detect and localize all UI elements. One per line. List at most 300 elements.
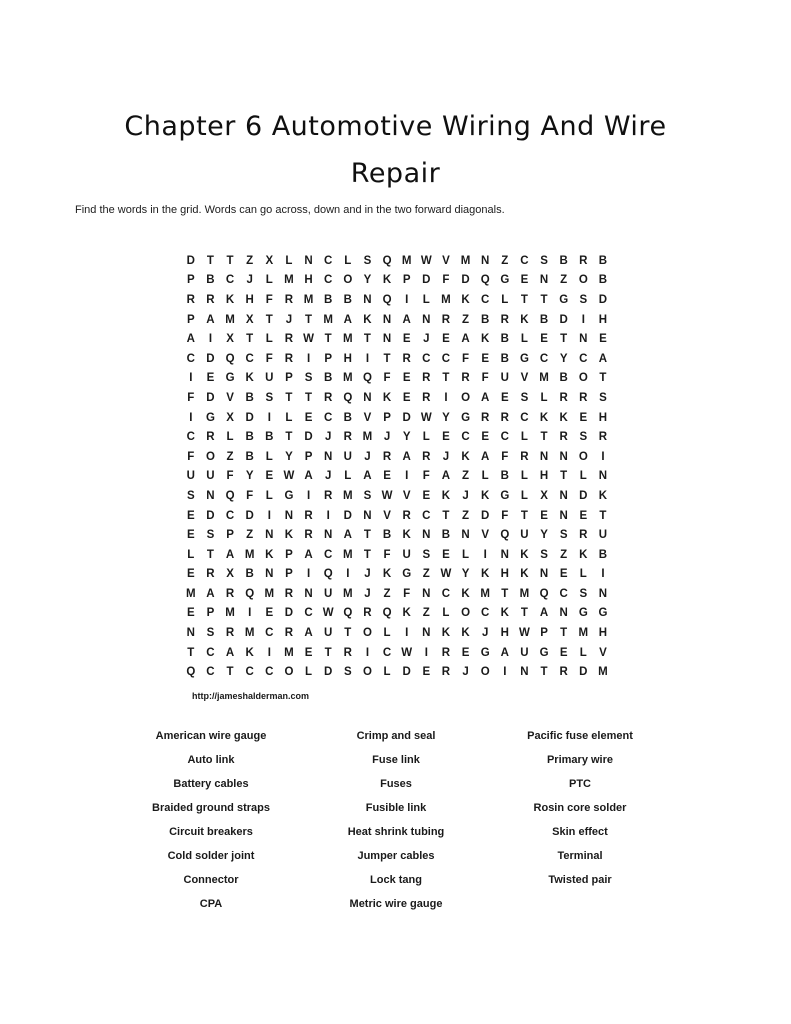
grid-letter: U (324, 587, 333, 600)
grid-letter: Z (246, 254, 254, 267)
grid-letter: T (560, 333, 568, 346)
grid-letter: V (402, 489, 411, 502)
grid-letter: S (579, 587, 588, 600)
grid-letter: Q (382, 254, 392, 267)
grid-letter: M (362, 431, 373, 444)
grid-letter: Z (560, 274, 568, 287)
grid-letter: H (304, 274, 313, 287)
grid-letter: A (225, 646, 235, 659)
grid-letter: J (324, 470, 332, 483)
grid-letter: W (440, 568, 452, 581)
grid-letter: E (186, 509, 195, 522)
grid-letter: I (306, 352, 311, 365)
grid-letter: N (422, 627, 431, 640)
grid-letter: B (539, 313, 549, 326)
grid-letter: D (304, 431, 313, 444)
grid-letter: N (559, 509, 568, 522)
grid-letter: A (500, 646, 509, 659)
grid-letter: L (442, 607, 450, 620)
grid-letter: K (382, 568, 392, 581)
grid-letter: K (461, 450, 470, 463)
grid-letter: L (579, 646, 587, 659)
grid-letter: S (520, 391, 529, 404)
grid-letter: K (520, 313, 529, 326)
grid-letter: J (481, 627, 489, 640)
grid-letter: D (402, 411, 411, 424)
grid-letter: K (441, 627, 451, 640)
grid-letter: M (460, 254, 471, 267)
grid-letter: A (539, 607, 549, 620)
grid-letter: B (598, 548, 608, 561)
grid-letter: K (481, 489, 490, 502)
grid-letter: I (444, 391, 448, 404)
grid-letter: C (382, 646, 392, 659)
word-list-item: Terminal (557, 850, 603, 862)
grid-letter: G (205, 411, 215, 424)
grid-letter: L (305, 666, 313, 679)
grid-letter: E (186, 607, 195, 620)
grid-letter: N (324, 450, 333, 463)
grid-letter: R (284, 587, 294, 600)
grid-letter: L (501, 293, 509, 306)
grid-letter: C (481, 293, 490, 306)
grid-letter: T (305, 391, 313, 404)
grid-letter: K (559, 411, 568, 424)
grid-letter: E (579, 411, 588, 424)
grid-letter: P (324, 352, 333, 365)
word-list-item: Fuse link (372, 754, 420, 766)
grid-letter: C (304, 607, 313, 620)
grid-letter: E (442, 333, 450, 346)
grid-letter: B (343, 411, 352, 424)
grid-letter: T (226, 666, 234, 679)
grid-letter: K (265, 548, 274, 561)
grid-letter: U (206, 470, 215, 483)
grid-letter: U (343, 450, 352, 463)
grid-letter: T (305, 313, 313, 326)
grid-letter: F (265, 293, 273, 306)
grid-letter: V (442, 254, 450, 267)
grid-letter: T (363, 548, 371, 561)
grid-letter: J (462, 666, 469, 679)
grid-letter: V (363, 411, 372, 424)
grid-letter: H (598, 411, 608, 424)
grid-letter: W (322, 607, 334, 620)
word-list-item: Jumper cables (357, 850, 435, 862)
grid-letter: W (303, 333, 314, 346)
grid-letter: F (246, 489, 254, 502)
grid-letter: E (540, 509, 548, 522)
grid-letter: F (501, 509, 509, 522)
grid-letter: C (324, 548, 333, 561)
grid-letter: D (402, 666, 411, 679)
grid-letter: N (559, 450, 568, 463)
grid-letter: A (225, 548, 235, 561)
grid-letter: T (206, 254, 214, 267)
grid-letter: W (519, 627, 530, 640)
grid-letter: X (226, 333, 234, 346)
grid-letter: Z (462, 470, 470, 483)
grid-letter: Y (245, 470, 254, 483)
grid-letter: A (343, 313, 352, 326)
grid-letter: G (539, 646, 549, 659)
grid-letter: M (323, 313, 333, 326)
grid-letter: H (500, 627, 509, 640)
grid-letter: K (500, 607, 509, 620)
grid-letter: E (461, 646, 470, 659)
grid-letter: T (501, 587, 509, 600)
word-list-column-1 (126, 724, 296, 916)
grid-letter: M (343, 548, 353, 561)
grid-letter: O (205, 450, 215, 463)
grid-letter: A (206, 587, 215, 600)
word-list-item: Rosin core solder (533, 802, 627, 814)
grid-letter: V (481, 529, 490, 542)
grid-letter: Y (461, 568, 470, 581)
grid-letter: O (461, 607, 471, 620)
grid-letter: T (285, 431, 293, 444)
grid-letter: E (402, 391, 411, 404)
grid-letter: E (442, 548, 450, 561)
grid-letter: O (578, 274, 588, 287)
grid-letter: Q (186, 666, 196, 679)
grid-letter: C (324, 254, 333, 267)
grid-letter: J (246, 274, 253, 287)
grid-letter: Q (382, 293, 392, 306)
grid-letter: T (442, 509, 450, 522)
grid-letter: P (226, 529, 234, 542)
grid-letter: C (186, 431, 195, 444)
grid-letter: R (324, 391, 333, 404)
grid-letter: J (285, 313, 293, 326)
grid-letter: S (363, 489, 372, 502)
grid-letter: V (520, 372, 529, 385)
grid-letter: M (480, 587, 490, 600)
grid-letter: J (442, 450, 450, 463)
grid-letter: T (363, 529, 371, 542)
grid-letter: P (285, 548, 293, 561)
grid-letter: L (422, 431, 430, 444)
grid-letter: M (244, 627, 255, 640)
grid-letter: L (265, 274, 273, 287)
grid-letter: M (225, 607, 235, 620)
grid-letter: Q (343, 391, 353, 404)
grid-letter: Z (560, 548, 568, 561)
grid-letter: S (304, 372, 313, 385)
grid-letter: I (503, 666, 507, 679)
grid-letter: R (284, 333, 294, 346)
grid-letter: Q (382, 607, 392, 620)
grid-letter: K (245, 372, 254, 385)
grid-letter: X (540, 489, 548, 502)
grid-letter: K (402, 529, 411, 542)
grid-letter: I (483, 548, 487, 561)
grid-letter: L (265, 333, 273, 346)
grid-letter: U (265, 372, 274, 385)
grid-letter: R (382, 450, 392, 463)
grid-letter: C (579, 352, 588, 365)
grid-letter: M (343, 372, 353, 385)
grid-letter: B (324, 293, 333, 306)
grid-letter: B (559, 254, 568, 267)
grid-letter: K (402, 607, 411, 620)
grid-letter: W (283, 470, 295, 483)
grid-letter: P (402, 274, 411, 287)
grid-letter: R (284, 293, 294, 306)
word-list-item: Pacific fuse element (527, 730, 633, 742)
grid-letter: M (578, 627, 589, 640)
grid-letter: S (206, 627, 215, 640)
grid-letter: D (284, 607, 294, 620)
grid-letter: P (304, 450, 313, 463)
grid-letter: G (559, 293, 569, 306)
word-list-item: Skin effect (552, 826, 608, 838)
grid-letter: J (364, 568, 371, 581)
grid-letter: S (363, 254, 372, 267)
grid-letter: N (598, 587, 608, 600)
grid-letter: R (284, 352, 294, 365)
grid-letter: N (539, 274, 549, 287)
grid-letter: M (343, 333, 353, 346)
word-list-item: Lock tang (370, 874, 422, 886)
grid-letter: Z (246, 529, 254, 542)
grid-letter: F (187, 391, 195, 404)
grid-letter: K (520, 548, 529, 561)
grid-letter: N (382, 313, 392, 326)
grid-letter: R (559, 431, 568, 444)
word-list-item: Braided ground straps (152, 802, 270, 814)
grid-letter: P (206, 607, 215, 620)
grid-letter: R (422, 391, 431, 404)
grid-letter: R (500, 313, 509, 326)
grid-letter: T (540, 293, 548, 306)
grid-letter: L (187, 548, 195, 561)
grid-letter: D (579, 666, 588, 679)
grid-letter: I (405, 470, 409, 483)
grid-letter: X (265, 254, 274, 267)
grid-letter: D (206, 509, 215, 522)
grid-letter: H (245, 293, 254, 306)
grid-letter: M (343, 587, 353, 600)
grid-letter: B (500, 333, 509, 346)
grid-letter: B (245, 391, 254, 404)
grid-letter: N (186, 627, 195, 640)
grid-letter: T (520, 293, 528, 306)
grid-letter: S (579, 293, 588, 306)
grid-letter: Q (500, 529, 510, 542)
grid-letter: N (284, 509, 294, 522)
grid-letter: O (480, 666, 490, 679)
grid-letter: G (598, 607, 608, 620)
grid-letter: C (520, 411, 529, 424)
grid-letter: I (405, 293, 409, 306)
grid-letter: N (539, 450, 549, 463)
grid-letter: M (284, 646, 294, 659)
grid-letter: U (598, 529, 608, 542)
grid-letter: N (304, 254, 313, 267)
grid-letter: L (344, 254, 352, 267)
grid-letter: D (579, 489, 588, 502)
grid-letter: R (579, 391, 588, 404)
grid-letter: N (265, 529, 274, 542)
grid-letter: D (186, 254, 195, 267)
grid-letter: B (245, 568, 254, 581)
grid-letter: A (481, 450, 490, 463)
grid-letter: B (245, 450, 254, 463)
grid-letter: Q (225, 489, 235, 502)
grid-letter: R (500, 411, 509, 424)
grid-letter: Q (343, 607, 353, 620)
grid-letter: N (265, 568, 274, 581)
grid-letter: T (265, 313, 273, 326)
grid-letter: Y (285, 450, 293, 463)
grid-letter: Y (402, 431, 411, 444)
grid-letter: N (324, 529, 333, 542)
grid-letter: L (579, 568, 587, 581)
grid-letter: D (245, 509, 254, 522)
word-list-item: Cold solder joint (167, 850, 255, 862)
grid-letter: B (245, 431, 254, 444)
grid-letter: F (481, 372, 489, 385)
grid-letter: I (326, 509, 330, 522)
grid-letter: M (225, 313, 235, 326)
grid-letter: Q (362, 372, 372, 385)
grid-letter: E (559, 646, 568, 659)
grid-letter: K (461, 293, 470, 306)
grid-letter: J (364, 587, 371, 600)
grid-letter: B (500, 470, 509, 483)
grid-letter: D (206, 391, 215, 404)
grid-letter: N (520, 666, 529, 679)
grid-letter: E (265, 607, 274, 620)
grid-letter: A (402, 313, 411, 326)
grid-letter: K (245, 646, 254, 659)
grid-letter: B (481, 313, 490, 326)
grid-letter: N (481, 254, 490, 267)
grid-letter: J (383, 431, 391, 444)
grid-letter: R (284, 627, 294, 640)
grid-letter: G (284, 489, 294, 502)
grid-letter: N (422, 529, 431, 542)
grid-letter: L (265, 450, 273, 463)
grid-letter: I (248, 607, 252, 620)
grid-letter: P (285, 568, 293, 581)
grid-letter: R (324, 489, 333, 502)
grid-letter: R (481, 411, 490, 424)
grid-letter: E (500, 391, 509, 404)
grid-letter: H (539, 470, 549, 483)
grid-letter: Y (363, 274, 372, 287)
grid-letter: E (186, 529, 195, 542)
grid-letter: I (581, 313, 585, 326)
grid-letter: U (520, 646, 529, 659)
grid-letter: E (265, 470, 274, 483)
grid-letter: T (599, 509, 607, 522)
grid-letter: X (226, 411, 234, 424)
word-list-item: Primary wire (546, 754, 614, 766)
grid-letter: T (324, 333, 332, 346)
grid-letter: R (304, 529, 313, 542)
grid-letter: T (246, 333, 254, 346)
grid-letter: H (500, 568, 509, 581)
grid-letter: A (206, 313, 215, 326)
grid-letter: F (265, 352, 273, 365)
grid-letter: V (599, 646, 607, 659)
grid-letter: R (598, 431, 608, 444)
grid-letter: A (343, 529, 352, 542)
grid-letter: K (579, 548, 588, 561)
grid-letter: H (343, 352, 352, 365)
grid-letter: U (324, 627, 333, 640)
grid-letter: T (520, 509, 528, 522)
grid-letter: Q (480, 274, 490, 287)
grid-letter: B (598, 274, 608, 287)
grid-letter: C (265, 627, 274, 640)
word-list-item: Fusible link (365, 802, 427, 814)
grid-letter: A (304, 548, 313, 561)
grid-letter: L (265, 489, 273, 502)
grid-letter: N (559, 607, 568, 620)
grid-letter: T (520, 607, 528, 620)
grid-letter: I (306, 568, 311, 581)
grid-letter: A (598, 352, 608, 365)
grid-letter: S (186, 489, 195, 502)
grid-letter: H (598, 313, 608, 326)
grid-letter: F (187, 450, 195, 463)
grid-letter: T (442, 372, 450, 385)
word-list-item: Battery cables (173, 778, 249, 790)
grid-letter: E (304, 646, 313, 659)
grid-letter: G (402, 568, 412, 581)
grid-letter: G (578, 607, 588, 620)
grid-letter: Y (442, 411, 450, 424)
grid-letter: I (208, 333, 213, 346)
grid-letter: N (598, 470, 608, 483)
grid-letter: B (559, 372, 568, 385)
grid-letter: I (306, 489, 311, 502)
grid-letter: R (461, 372, 470, 385)
grid-letter: O (578, 372, 588, 385)
grid-letter: R (206, 568, 215, 581)
grid-letter: E (383, 470, 391, 483)
grid-letter: L (520, 333, 528, 346)
grid-letter: T (206, 548, 214, 561)
grid-letter: I (189, 411, 193, 424)
grid-letter: M (401, 254, 412, 267)
word-list-item: Auto link (187, 754, 235, 766)
grid-letter: Z (383, 587, 391, 600)
grid-letter: T (540, 431, 548, 444)
grid-letter: C (324, 274, 333, 287)
grid-letter: Z (462, 313, 470, 326)
grid-letter: L (383, 627, 391, 640)
word-list-item: Crimp and seal (356, 730, 436, 742)
grid-letter: I (267, 509, 271, 522)
source-url: http://jameshalderman.com (192, 691, 310, 701)
grid-letter: B (598, 254, 608, 267)
grid-letter: N (559, 489, 568, 502)
grid-letter: R (186, 293, 195, 306)
grid-letter: O (343, 274, 353, 287)
grid-letter: B (324, 372, 333, 385)
grid-letter: S (422, 548, 431, 561)
page-title-line1: Chapter 6 Automotive Wiring And Wire (124, 111, 667, 142)
grid-letter: T (560, 470, 568, 483)
grid-letter: D (245, 411, 254, 424)
grid-letter: T (560, 627, 568, 640)
grid-letter: L (540, 391, 548, 404)
grid-letter: F (442, 274, 450, 287)
